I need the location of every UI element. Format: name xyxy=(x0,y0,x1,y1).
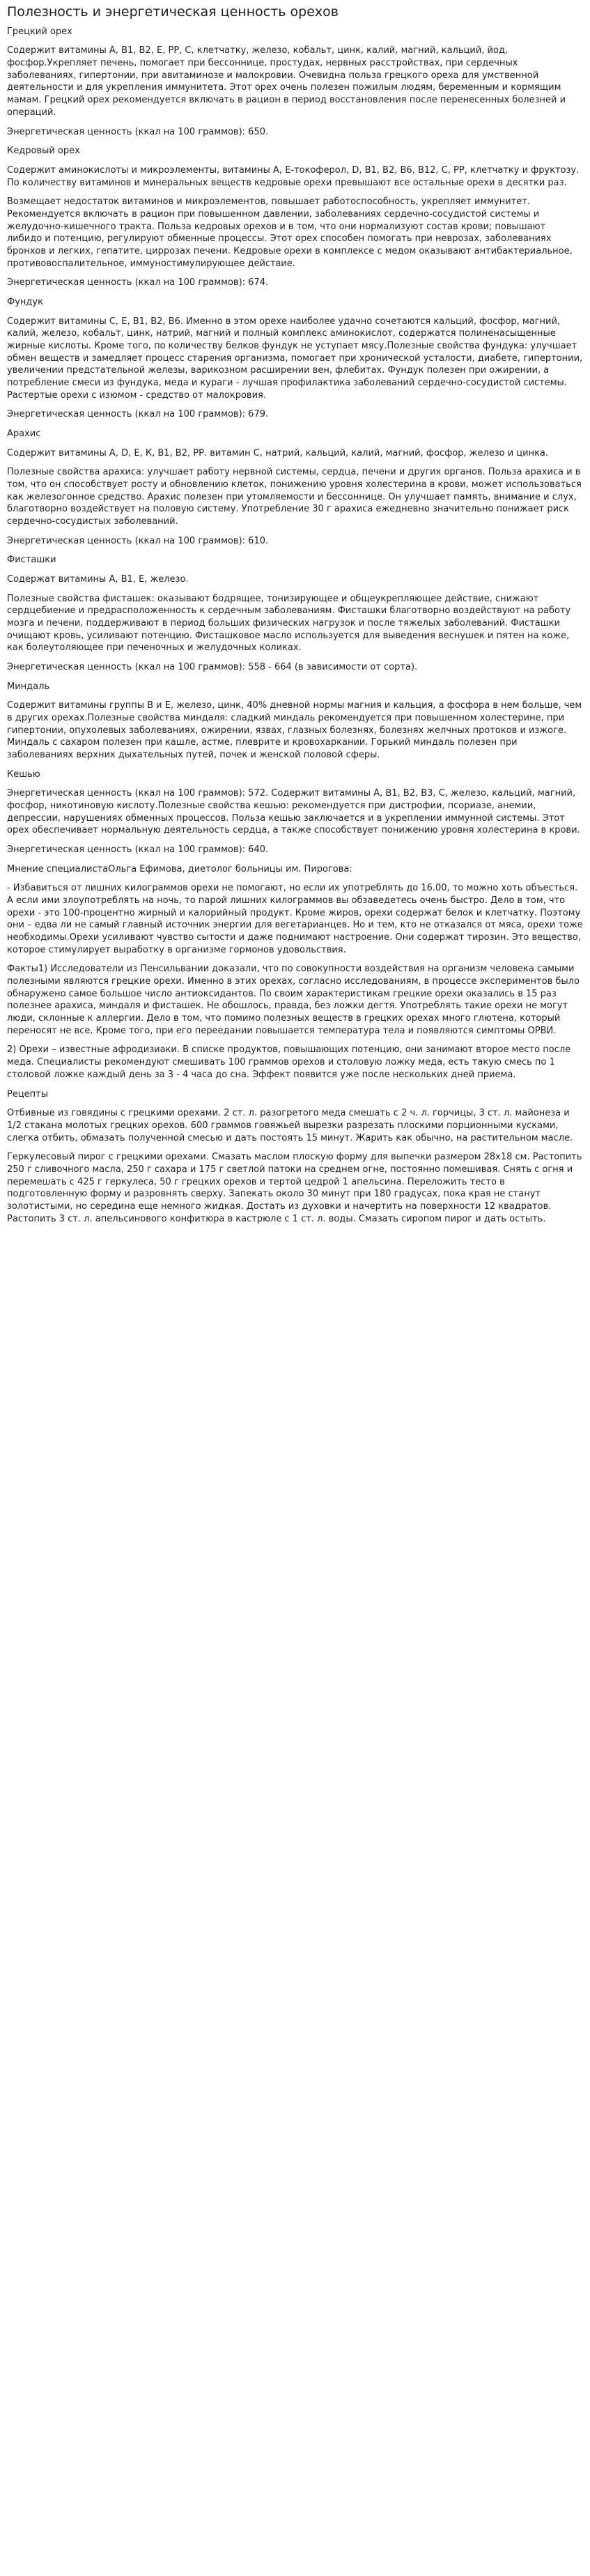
article xyxy=(0,0,590,1260)
paragraph: Факты1) Исследователи из Пенсильвании доказали, что по совокупности воздействия на организм человека самыми полезными являются грецкие орехи. Именно в этих орехах, согласно исследованиям, в процессе экспериментов было обнаружено самое большое число антиоксидантов. По своим характеристикам грецкие орехи оказались в 15 раз полезнее арахиса, миндаля и фисташек. Не обошлось, правда, без ложки дегтя. Употреблять такие орехи не могут люди, склонные к аллергии. Дело в том, что помимо полезных веществ в грецких орехах много глютена, который переносят не все. Кроме того, при его переедании повышается температура тела и появляются симптомы ОРВИ. xyxy=(7,964,580,1036)
paragraph: Полезные свойства арахиса: улучшает работу нервной системы, сердца, печени и других органов. Польза арахиса и в том, что он способствует росту и обновлению клеток, понижению уровня холестерина в крови, может использоваться как железогонное средство. Арахис полезен при утомляемости и бессоннице. Он улучшает память, внимание и слух, благотворно воздействует на половую систему. Употребление 30 г арахиса ежедневно значительно понижает риск сердечно-сосудистых заболеваний. xyxy=(7,467,582,527)
paragraph: 2) Орехи – известные афродизиаки. В списке продуктов, повышающих потенцию, они занимают второе место после меда. Специалисты рекомендуют смешивать 100 граммов орехов и столовую ложку меда, есть такую смесь по 1 столовой ложке каждый день за 3 - 4 часа до сна. Эффект появится уже после нескольких дней приема. xyxy=(7,1044,571,1080)
paragraph: Полезные свойства фисташек: оказывают бодрящее, тонизирующее и общеукрепляющее действие, снижают сердцебиение и предрасположенность к сердечным заболеваниям. Фисташки благотворно воздействуют на работу мозга и печени, поддерживают в период больших физических нагрузок и после тяжелых заболеваний. Фисташки очищают кровь, усиливают потенцию. Фисташковое масло используется для выведения веснушек и пятен на коже, как болеутоляющее при печеночных и желудочных коликах. xyxy=(7,593,571,654)
paragraph: Отбивные из говядины с грецкими орехами. 2 ст. л. разогретого меда смешать с 2 ч. л. горчицы, 3 ст. л. майонеза и 1/2 стакана молотых грецких орехов. 600 граммов говяжьей вырезки разрезать плоскими порционными кусками, слегка отбить, обмазать полученной смесью и дать постоять 15 минут. Жарить как обычно, на растительном масле. xyxy=(7,1108,573,1143)
paragraph: Энергетическая ценность (ккал на 100 граммов): 674. xyxy=(7,277,269,288)
paragraph: Содержат витамины А, В1, Е, железо. xyxy=(7,573,189,585)
paragraph: - Избавиться от лишних килограммов орехи не помогают, но если их употреблять до 16.00, то можно хоть объесться. А если ими злоупотреблять на ночь, то парой лишних килограммов вы обзаведетесь очень быстро. Дело в том, что орехи - это 100-процентно жирный и калорийный продукт. Кроме жиров, орехи содержат белок и клетчатку. Поэтому они – едва ли не самый главный источник энергии для вегетарианцев. Но и тем, кто не отказался от мяса, орехи тоже необходимы.Орехи усиливают чувство сытости и даже поднимают настроение. Они содержат тирозин. Это вещество, которое стимулирует выработку в организме гормонов удовольствия. xyxy=(7,883,583,955)
paragraph: Энергетическая ценность (ккал на 100 граммов): 610. xyxy=(7,535,269,546)
paragraph: Содержит витамины группы В и Е, железо, цинк, 40% дневной нормы магния и кальция, а фосфора в нем больше, чем в других орехах.Полезные свойства миндаля: сладкий миндаль рекомендуется при повышенном холестерине, при гипертонии, опухолевых заболеваниях, ожирении, язвах, глазных болезнях, болезнях желчных протоков и изжоге. Миндаль с сахаром полезен при кашле, астме, плеврите и кровохаркании. Горький миндаль полезен при заболеваниях верхних дыхательных путей, почек и женской половой сферы. xyxy=(7,700,582,761)
paragraph: Геркулесовый пирог с грецкими орехами. Смазать маслом плоскую форму для выпечки размером 28х18 см. Растопить 250 г сливочного масла, 250 г сахара и 175 г светлой патоки на среднем огне, постоянно помешивая. Снять с огня и перемешать с 425 г геркулеса, 50 г грецких орехов и тертой цедрой 1 апельсина. Переложить тесто в подготовленную форму и разровнять сверху. Запекать около 30 минут при 180 градусах, пока края не станут золотистыми, но середина еще немного жидкая. Достать из духовки и начертить на поверхности 12 квадратов. Растопить 3 ст. л. апельсинового конфитюра в кастрюле с 1 ст. л. воды. Смазать сиропом пирог и дать остыть. xyxy=(7,1152,582,1224)
paragraph: Энергетическая ценность (ккал на 100 граммов): 572. Содержит витамины А, В1, В2, В3, С, железо, кальций, магний, фосфор, никотиновую кислоту.Полезные свойства кешью: рекомендуется при дистрофии, псориазе, анемии, депрессии, нарушениях обменных процессов. Польза кешью заключается и в укреплении иммунной системы. Этот орех обеспечивает нормальную деятельность сердца, а также способствует понижению уровня холестерина в крови. xyxy=(7,788,580,836)
paragraph: Содержит витамины А, D, Е, К, В1, В2, РР. витамин С, натрий, кальций, калий, магний, фосфор, железо и цинка. xyxy=(7,447,549,458)
article-body xyxy=(7,26,583,1225)
section-heading: Фундук xyxy=(7,296,43,307)
paragraph: Содержит аминокислоты и микроэлементы, витамины А, Е-токоферол, D, В1, В2, В6, В12, С, РР, клетчатку и фруктозу. По количеству витаминов и минеральных веществ кедровые орехи превышают все остальные орехи в десятки раз. xyxy=(7,164,580,188)
paragraph: Содержит витамины А, В1, В2, Е, РР, С, клетчатку, железо, кобальт, цинк, калий, магний, кальций, йод, фосфор.Укрепляет печень, помогает при бессоннице, простудах, нервных расстройствах, при сердечных заболеваниях, гипертонии, при авитаминозе и малокровии. Очевидна польза грецкого ореха для умственной деятельности и для укрепления иммунитета. Этот орех очень полезен пожилым людям, беременным и кормящим мамам. Грецкий орех рекомендуется включать в рацион в период восстановления после перенесенных болезней и операций. xyxy=(7,45,566,118)
section-heading: Рецепты xyxy=(7,1088,49,1100)
section-heading: Грецкий орех xyxy=(7,26,72,37)
paragraph: Мнение специалистаОльга Ефимова, диетолог больницы им. Пирогова: xyxy=(7,863,352,874)
section-heading: Кешью xyxy=(7,769,40,780)
paragraph: Содержит витамины С, Е, В1, В2, В6. Именно в этом орехе наиболее удачно сочетаются кальций, фосфор, магний, калий, железо, кобальт, цинк, натрий, магний и полный комплекс аминокислот, содержатся полиненасыщенные жирные кислоты. Кроме того, по количеству белков фундук не уступает мясу.Полезные свойства фундука: улучшает обмен веществ и замедляет процесс старения организма, помогает при хронической усталости, диабете, гипертонии, увеличении предстательной железы, варикозном расширении вен, флебитах. Фундук полезен при ожирении, а потребление смеси из фундука, меда и кураги - лучшая профилактика заболеваний сердечно-сосудистой системы. Растертые орехи с изюмом - средство от малокровия. xyxy=(7,316,583,401)
section-heading: Миндаль xyxy=(7,681,50,692)
paragraph: Энергетическая ценность (ккал на 100 граммов): 640. xyxy=(7,844,269,856)
paragraph: Энергетическая ценность (ккал на 100 граммов): 650. xyxy=(7,126,269,137)
page-title: Полезность и энергетическая ценность орехов xyxy=(7,4,339,20)
paragraph: Возмещает недостаток витаминов и микроэлементов, повышает работоспособность, укрепляет иммунитет. Рекомендуется включать в рацион при повышенном давлении, заболеваниях сердечно-сосудистой системы и желудочно-кишечного тракта. Польза кедровых орехов и в том, что они нормализуют состав крови; повышают либидо и потенцию, регулируют обменные процессы. Этот орех способен помогать при неврозах, заболеваниях бронхов и легких, гепатите, циррозах печени. Кедровые орехи в комплексе с медом оказывают антибактериальное, противовоспалительное, иммуностимулирующее действие. xyxy=(7,196,573,269)
section-heading: Арахис xyxy=(7,428,41,439)
paragraph: Энергетическая ценность (ккал на 100 граммов): 558 - 664 (в зависимости от сорта). xyxy=(7,662,418,673)
paragraph: Энергетическая ценность (ккал на 100 граммов): 679. xyxy=(7,409,269,420)
section-heading: Кедровый орех xyxy=(7,146,80,157)
section-heading: Фисташки xyxy=(7,555,56,566)
